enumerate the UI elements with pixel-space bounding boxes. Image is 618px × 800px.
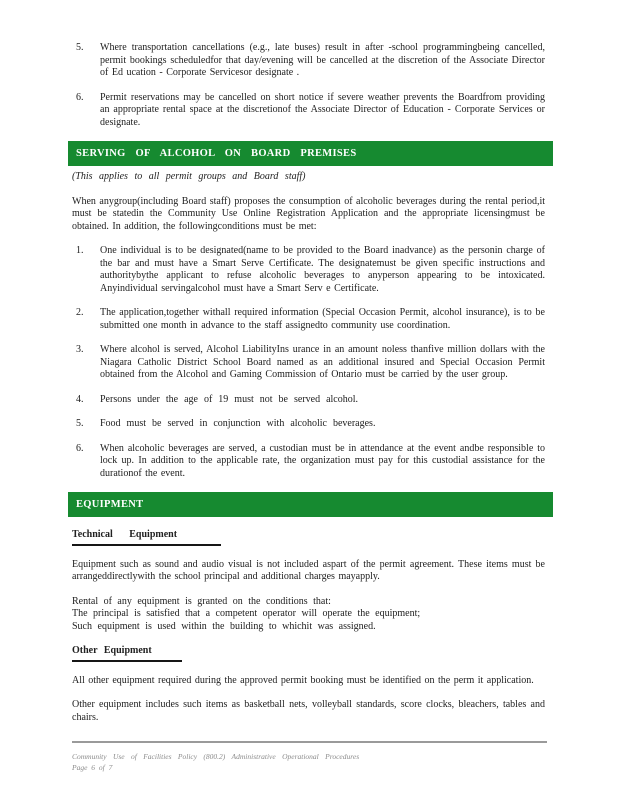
list-item [68, 394, 553, 407]
list-item-number: 6. [76, 442, 84, 454]
list-item-text: Persons under the age of 19 must not be served alcohol. [100, 393, 359, 405]
list-item-text: Where alcohol is served, Alcohol LiabilityIns urance in an amount noless thanfive million dollars with the Niagara Catholic District School Board named as an additional insured and Special Occasion Permit obtained from the Alcohol and Gaming Commission of Ontario must be carried by the user group. [100, 344, 545, 380]
rental-conditions [72, 596, 545, 634]
list-item [68, 92, 553, 130]
condition-line: The principal is satisfied that a competent operator will operate the equipment; [72, 608, 421, 619]
page-footer [72, 751, 553, 773]
list-item [68, 307, 553, 332]
list-item-number: 5. [76, 418, 84, 429]
subsection-heading-text: Technical Equipment [72, 529, 221, 546]
intro-paragraph: When anygroup(including Board staff) proposes the consumption of alcoholic beverages during the rental period,it must be statedin the Community Use Online Registration Application and the appropriate licensingmust be obtained. In addition, the followingconditions must be met: [72, 195, 545, 232]
technical-equipment-paragraph: Equipment such as sound and audio visual is not included aspart of the permit agreement. These items must be arrangeddirectlywith the school principal and additional charges mayapply. [72, 558, 545, 582]
list-item-text: One individual is to be designated(name to be provided to the Board inadvance) as the personin charge of the bar and must have a Smart Serve Certificate. The designatemust be given specific instructions and authoritybythe applicant to refuse alcoholic beverages to anyperson appearing to be intoxicated. Anyindividual servingalcohol must have a Smart Serv e Certificate. [100, 245, 545, 294]
other-equipment-paragraph-2: Other equipment includes such items as basketball nets, volleyball standards, score clocks, bleachers, tables and chairs. [72, 699, 545, 723]
list-item [68, 245, 553, 295]
subsection-heading-text: Other Equipment [72, 645, 182, 662]
list-item-number: 1. [76, 245, 84, 256]
list-item [68, 418, 553, 431]
list-item-number: 2. [76, 307, 84, 318]
footer-page-number: Page 6 of 7 [72, 763, 113, 772]
subsection-heading-technical-equipment [72, 529, 553, 546]
list-item-text: Food must be served in conjunction with alcoholic beverages. [100, 418, 376, 429]
list-item-number: 5. [76, 42, 84, 53]
other-equipment-paragraph-1: All other equipment required during the approved permit booking must be identified on the perm it application. [72, 674, 534, 686]
list-item-number: 3. [76, 344, 84, 355]
list-item-text: The application,together withall required information (Special Occasion Permit, alcohol insurance), is to be submitted one month in advance to the staff assignedto community use coordination. [100, 307, 545, 331]
subsection-heading-other-equipment [72, 645, 553, 662]
condition-line: Such equipment is used within the building to whichit was assigned. [72, 620, 376, 632]
list-item-text: Permit reservations may be cancelled on short notice if severe weather prevents the Boardfrom providing an appropriate rental space at the discretionof the Associate Director of Education - Corporate Services or designate. [100, 91, 545, 128]
document-page [68, 0, 553, 773]
list-item-number: 6. [76, 91, 84, 103]
footer-document-title: Community Use of Facilities Policy (800.2) Administrative Operational Procedures [72, 752, 360, 761]
condition-line: Rental of any equipment is granted on the conditions that: [72, 595, 331, 607]
list-item [68, 42, 553, 80]
list-item [68, 344, 553, 382]
section-header-serving-of-alcohol: SERVING OF ALCOHOL ON BOARD PREMISES [68, 141, 553, 166]
list-item-text: Where transportation cancellations (e.g., late buses) result in after -school programmingbeing cancelled, permit bookings scheduledfor that day/evening will be cancelled at the discretion of the Associate Director of Ed ucation - Corporate Servicesor designate . [100, 42, 545, 78]
section-subtitle: (This applies to all permit groups and Board staff) [72, 171, 306, 182]
list-item-number: 4. [76, 393, 84, 405]
section-header-equipment: EQUIPMENT [68, 492, 553, 517]
list-item [68, 443, 553, 481]
list-item-text: When alcoholic beverages are served, a custodian must be in attendance at the event andbe responsible to lock up. In addition to the applicable rate, the organization must pay for this custodial assistance for the durationof the event. [100, 442, 545, 479]
footer-divider [72, 741, 547, 743]
